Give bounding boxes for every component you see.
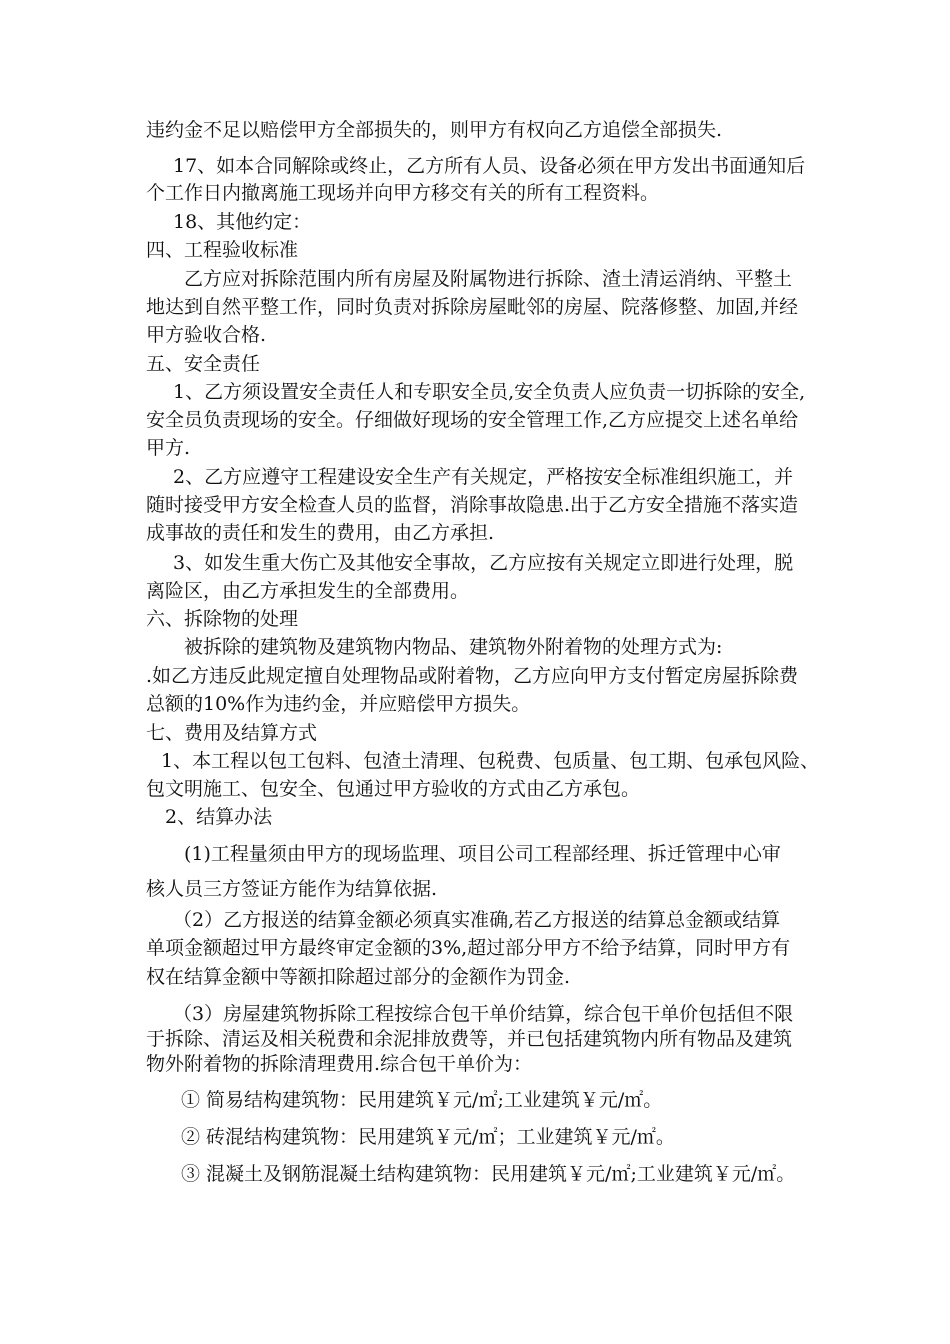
text-line: 单项金额超过甲方最终审定金额的3%,超过部分甲方不给予结算，同时甲方有 <box>146 937 791 959</box>
text-line: .如乙方违反此规定擅自处理物品或附着物，乙方应向甲方支付暂定房屋拆除费 <box>146 665 799 687</box>
text-line: 乙方应对拆除范围内所有房屋及附属物进行拆除、渣土清运消纳、平整土 <box>184 268 793 290</box>
text-line: 甲方. <box>146 437 191 459</box>
text-line: 离险区，由乙方承担发生的全部费用。 <box>146 580 470 602</box>
text-line: 1、乙方须设置安全责任人和专职安全员,安全负责人应负责一切拆除的安全, <box>173 381 806 403</box>
text-line: 安全员负责现场的安全。仔细做好现场的安全管理工作,乙方应提交上述名单给 <box>146 409 799 431</box>
section-heading: 六、拆除物的处理 <box>146 608 299 630</box>
text-line: 违约金不足以赔偿甲方全部损失的，则甲方有权向乙方追偿全部损失. <box>146 119 723 141</box>
text-line: (1)工程量须由甲方的现场监理、项目公司工程部经理、拆迁管理中心审 <box>184 843 781 865</box>
section-heading: 七、费用及结算方式 <box>146 722 318 744</box>
section-heading: 五、安全责任 <box>146 353 261 375</box>
text-line: 2、乙方应遵守工程建设安全生产有关规定，严格按安全标准组织施工，并 <box>173 466 794 488</box>
text-line: （3）房屋建筑物拆除工程按综合包干单价结算，综合包干单价包括但不限 <box>173 1003 794 1025</box>
text-line: 个工作日内撤离施工现场并向甲方移交有关的所有工程资料。 <box>146 182 660 204</box>
text-line: 地达到自然平整工作，同时负责对拆除房屋毗邻的房屋、院落修整、加固,并经 <box>146 296 799 318</box>
text-line: 17、如本合同解除或终止，乙方所有人员、设备必须在甲方发出书面通知后 <box>173 155 806 177</box>
text-line: 包文明施工、包安全、包通过甲方验收的方式由乙方承包。 <box>146 778 641 800</box>
text-line: 2、结算办法 <box>165 806 273 828</box>
text-line: 核人员三方签证方能作为结算依据. <box>146 878 438 900</box>
list-item: ③ 混凝土及钢筋混凝土结构建筑物：民用建筑￥元/㎡;工业建筑￥元/㎡。 <box>181 1163 796 1185</box>
text-line: 总额的10%作为违约金，并应赔偿甲方损失。 <box>146 693 531 715</box>
text-line: 权在结算金额中等额扣除超过部分的金额作为罚金. <box>146 966 571 988</box>
section-heading: 四、工程验收标准 <box>146 239 299 261</box>
text-line: 3、如发生重大伤亡及其他安全事故，乙方应按有关规定立即进行处理，脱 <box>173 552 794 574</box>
text-line: 物外附着物的拆除清理费用.综合包干单价为： <box>146 1053 533 1075</box>
text-line: 18、其他约定： <box>173 211 312 233</box>
text-line: 于拆除、清运及相关税费和余泥排放费等，并已包括建筑物内所有物品及建筑 <box>146 1028 793 1050</box>
text-line: 甲方验收合格. <box>146 324 267 346</box>
text-line: 被拆除的建筑物及建筑物内物品、建筑物外附着物的处理方式为: <box>184 636 723 658</box>
text-line: 成事故的责任和发生的费用，由乙方承担. <box>146 522 495 544</box>
list-item: ① 简易结构建筑物：民用建筑￥元/㎡;工业建筑￥元/㎡。 <box>181 1089 663 1111</box>
text-line: （2）乙方报送的结算金额必须真实准确,若乙方报送的结算总金额或结算 <box>173 909 781 931</box>
text-line: 随时接受甲方安全检查人员的监督，消除事故隐患.出于乙方安全措施不落实造 <box>146 494 799 516</box>
list-item: ② 砖混结构建筑物：民用建筑￥元/㎡；工业建筑￥元/㎡。 <box>181 1126 675 1148</box>
text-line: 1、本工程以包工包料、包渣土清理、包税费、包质量、包工期、包承包风险、 <box>161 750 820 772</box>
